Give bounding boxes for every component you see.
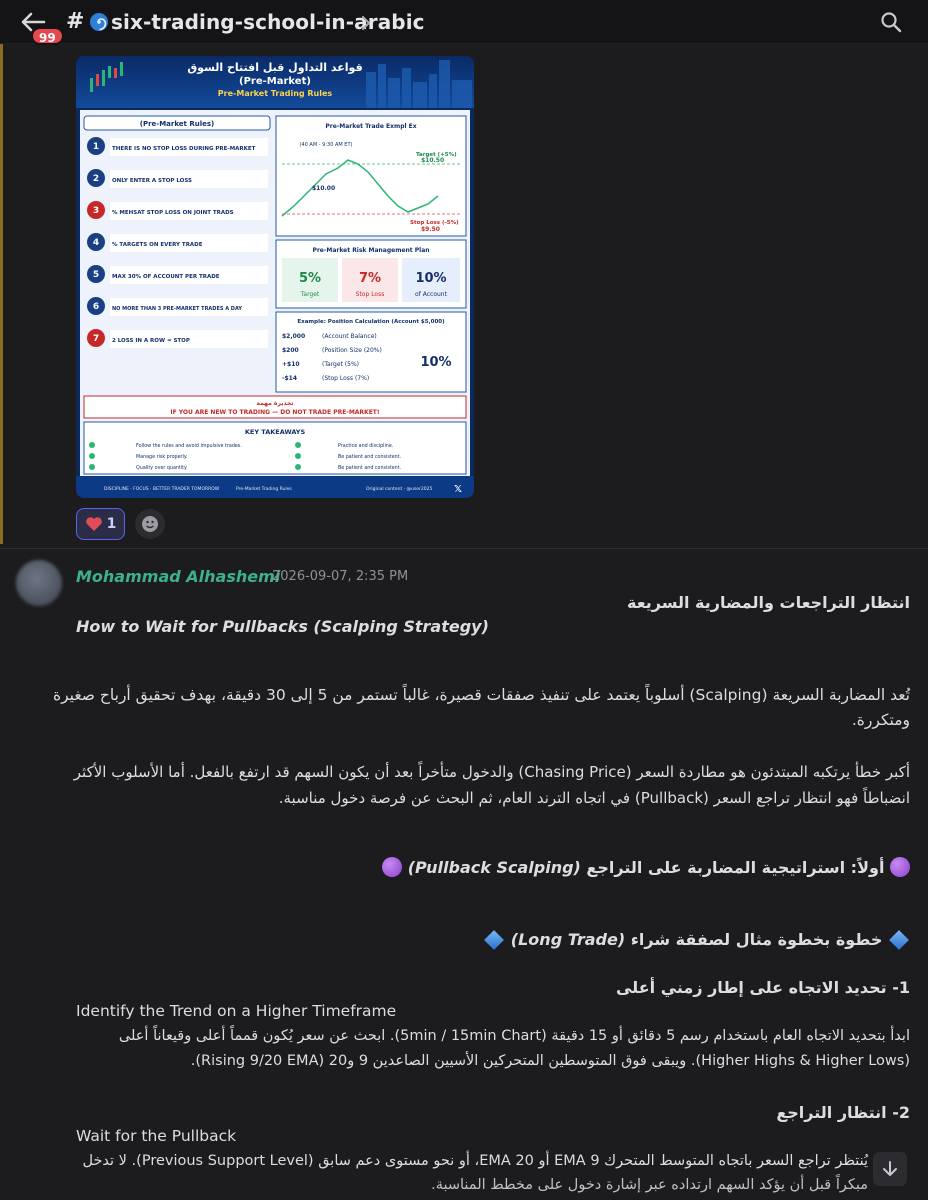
calc-heading: Example: Position Calculation (Account $5,000) [297,319,445,325]
svg-text:+$10: +$10 [282,361,300,368]
footer-right: Original content · @user2025 [366,487,433,492]
reactions-bar [76,508,165,540]
svg-text:10%: 10% [415,271,447,286]
scroll-to-bottom-button[interactable] [873,1152,907,1186]
svg-text:NO MORE THAN 3 PRE-MARKET TRAD: NO MORE THAN 3 PRE-MARKET TRADES A DAY [112,306,242,312]
svg-text:(Position Size (20%): (Position Size (20%) [322,347,382,354]
section-1-heading [382,857,910,877]
svg-text:-$14: -$14 [282,375,298,382]
step-1-heading-en: Identify the Trend on a Higher Timeframe [76,1002,397,1020]
spiral-icon [89,12,109,32]
footer-mid: Pre-Market Trading Rules [236,487,292,492]
purple-circle-icon [890,857,910,877]
calc-row-1 [282,333,377,340]
svg-text:$200: $200 [282,347,299,354]
paragraph-1-line-2: ومتكررة. [851,711,910,729]
infographic-title-ar: قواعد التداول قبل افتتاح السوق [187,61,363,74]
chart-heading-en: Pre-Market Trade Exmpl Ex [325,123,417,130]
add-reaction-button[interactable] [135,509,165,539]
svg-text:Quality over quantity.: Quality over quantity. [136,466,188,471]
rule-2 [87,169,268,188]
message-timestamp: 2026-09-07, 2:35 PM [272,569,409,584]
chevron-right-icon[interactable] [361,16,371,30]
heart-reaction[interactable] [76,508,125,540]
svg-text:7%: 7% [358,271,382,286]
svg-text:ONLY ENTER A STOP LOSS: ONLY ENTER A STOP LOSS [112,178,193,184]
step-1-line-2: (Higher Highs & Higher Lows). ويبقى فوق المتوسطين المتحركين الأسيين الصاعدين 9 و20 (Rising 9/20 EMA). [190,1053,910,1069]
takeaways-heading: KEY TAKEAWAYS [244,428,306,436]
svg-text:4: 4 [92,238,100,248]
svg-text:MAX 30% OF ACCOUNT PER TRADE: MAX 30% OF ACCOUNT PER TRADE [112,274,220,280]
svg-text:7: 7 [92,334,100,344]
rules-heading-en: (Pre-Market Rules) [139,120,215,128]
warning-ar: تحذيرة مهمة [256,400,294,407]
paragraph-1-line-1: تُعد المضاربة السريعة (Scalping) أسلوباً يعتمد على تنفيذ صفقات قصيرة، غالباً تستمر من 5 إلى 30 دقيقة، بهدف تحقيق أرباح صغيرة [52,686,910,704]
section-2-ar: خطوة بخطوة مثال لصفقة شراء [630,930,883,949]
channel-header [0,0,928,44]
rule-7 [87,329,268,348]
message-divider [0,548,928,549]
hash-icon: # [66,9,85,34]
svg-text:Target: Target [300,291,320,298]
risk-account-box [402,258,460,302]
purple-circle-icon [382,857,402,877]
infographic-title-en1: (Pre-Market) [239,76,311,87]
infographic-title-en2: Pre-Market Trading Rules [217,89,333,98]
heart-reaction-count: 1 [106,516,117,532]
svg-text:5: 5 [92,270,100,280]
heart-icon [85,516,103,532]
paragraph-2-line-2: انضباطاً فهو انتظار تراجع السعر (Pullback) في اتجاه الترند العام، ثم البحث عن فرصة دخول مناسبة. [278,789,910,807]
section-1-ar: أولاً: استراتيجية المضاربة على التراجع [586,858,885,877]
avatar[interactable] [16,560,62,606]
rule-3 [87,201,268,220]
svg-text:THERE IS NO STOP LOSS DURING P: THERE IS NO STOP LOSS DURING PRE-MARKET [112,146,256,152]
svg-text:% MEHSAT STOP LOSS ON JOINT TR: % MEHSAT STOP LOSS ON JOINT TRADS [112,210,234,216]
warning-en: IF YOU ARE NEW TO TRADING — DO NOT TRADE PRE-MARKET! [170,409,380,416]
svg-text:(Stop Loss (7%): (Stop Loss (7%) [322,375,370,382]
risk-stop-box [342,258,398,302]
chart-time: (40 AM - 9:30 AM ET) [299,142,353,148]
svg-text:Stop Loss: Stop Loss [355,291,385,298]
x-logo-icon: 𝕏 [453,484,463,495]
svg-text:5%: 5% [298,271,322,286]
svg-text:% TARGETS ON EVERY TRADE: % TARGETS ON EVERY TRADE [112,242,203,248]
rule-4 [87,233,268,252]
chart-stop-pct: Stop Loss (-5%) [410,220,459,226]
step-2-line-2: مبكراً قبل أن يؤكد السهم ارتداده عبر إشارة دخول على مخطط المناسبة. [431,1177,868,1193]
footer-left: DISCIPLINE · FOCUS · BETTER TRADER TOMORROW [104,487,220,492]
svg-text:Be patient and consistent.: Be patient and consistent. [338,455,402,460]
rule-1 [87,137,268,156]
svg-text:Be patient and consistent.: Be patient and consistent. [338,466,402,471]
step-2-heading-ar: 2- انتظار التراجع [776,1103,910,1122]
channel-name[interactable]: six-trading-school-in-arabic [111,10,425,34]
image-attachment[interactable] [76,56,474,498]
svg-text:3: 3 [92,206,100,216]
step-1-line-1: ابدأ بتحديد الاتجاه العام باستخدام رسم 5 دقائق أو 15 دقيقة (5min / 15min Chart). ابحث عن سعر يُكون قمماً أعلى وقيعاناً أعلى [118,1028,910,1044]
paragraph-2-line-1: أكبر خطأ يرتكبه المبتدئون هو مطاردة السعر (Chasing Price) والدخول متأخراً بعد أن يكون السهم قد ارتفع بالفعل. أما الأسلوب الأكثر [73,763,910,781]
section-1-en: (Pullback Scalping) [407,858,581,877]
search-icon[interactable] [880,11,902,33]
risk-target-box [282,258,338,302]
svg-text:2: 2 [92,174,100,184]
calc-row-4 [282,375,369,382]
message-title-ar: انتظار التراجعات والمضارية السريعة [627,593,910,612]
chart-target: $10.50 [421,157,445,164]
smiley-icon [141,515,159,533]
chart-stop: $9.50 [421,226,440,233]
blue-diamond-icon [484,930,504,950]
svg-text:Manage risk properly.: Manage risk properly. [136,455,188,460]
calc-row-2 [282,347,382,354]
section-2-heading [483,930,910,949]
step-2-heading-en: Wait for the Pullback [76,1127,237,1145]
svg-text:Follow the rules and avoid imp: Follow the rules and avoid impulsive trades. [136,444,242,449]
author-name[interactable]: Mohammad Alhashemi [76,567,281,586]
svg-text:2 LOSS IN A ROW = STOP: 2 LOSS IN A ROW = STOP [112,338,190,344]
svg-text:$2,000: $2,000 [282,333,306,340]
arrow-down-icon [882,1160,898,1178]
section-2-en: (Long Trade) [510,930,626,949]
message-title-en: How to Wait for Pullbacks (Scalping Strategy) [76,617,489,636]
chart-target-pct: Target (+5%) [416,152,457,158]
message-highlight-stripe [0,44,3,544]
svg-text:Practice and discipline.: Practice and discipline. [338,444,394,449]
rule-6 [87,297,268,316]
svg-text:(Account Balance): (Account Balance) [322,333,377,340]
svg-text:6: 6 [92,302,100,312]
step-1-heading-ar: 1- تحديد الاتجاه على إطار زمني أعلى [615,978,910,997]
svg-text:1: 1 [92,142,100,152]
rule-5 [87,265,268,284]
step-2-line-1: يُنتظر تراجع السعر باتجاه المتوسط المتحرك 9 EMA أو EMA 20، أو نحو مستوى دعم سابق (Previous Support Level). لا تدخل [82,1153,868,1169]
risk-heading-en: Pre-Market Risk Management Plan [312,247,430,254]
chart-entry: $10.00 [312,185,336,192]
calc-pct: 10% [420,355,452,370]
blue-diamond-icon [889,930,909,950]
unread-badge: 99 [31,27,64,45]
svg-text:of Account: of Account [415,291,447,298]
svg-text:(Target (5%): (Target (5%) [322,361,360,368]
